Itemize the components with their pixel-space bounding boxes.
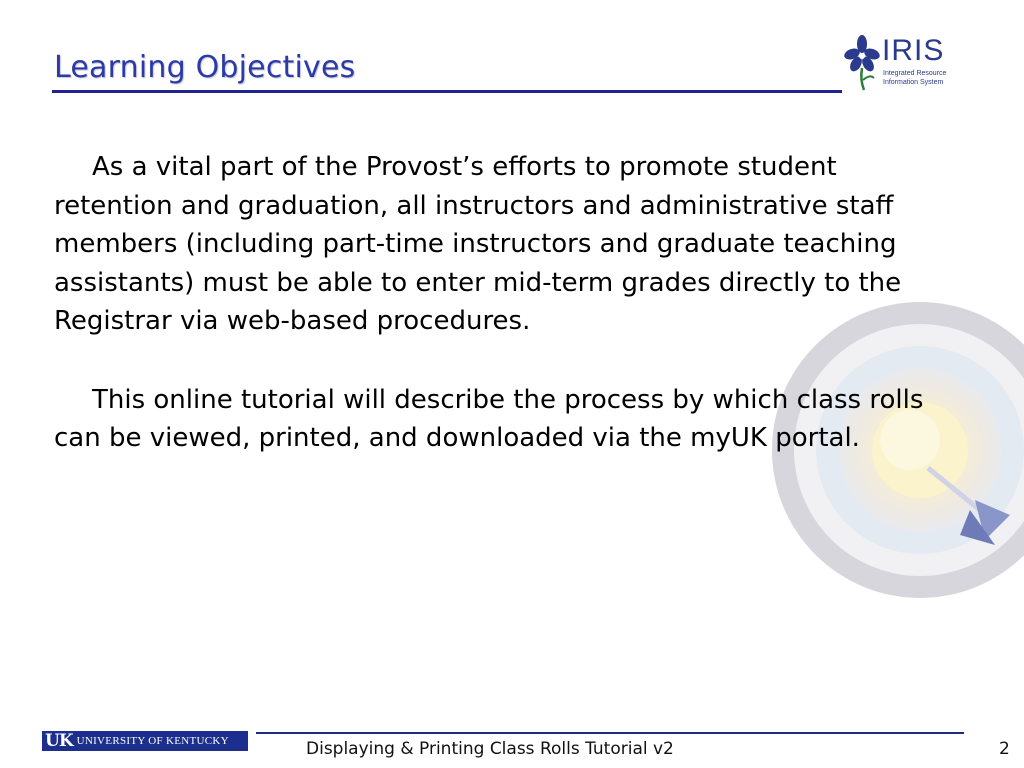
paragraph-retention: As a vital part of the Provost’s efforts to promote student retention and graduation, all instructors and administrative staff members (including part-time instructors and graduate teaching assistants) must be able to enter mid-term grades directly to the Registrar via web-based procedures. (54, 152, 902, 336)
title-underline (52, 90, 842, 93)
iris-subtitle (883, 69, 953, 87)
uk-logo (42, 731, 248, 751)
iris-flower-icon (842, 34, 882, 92)
iris-wordmark: IRIS (882, 34, 945, 67)
iris-logo (842, 34, 952, 94)
iris-subtitle-line2: Information System (883, 79, 944, 86)
footer-rule (256, 732, 964, 734)
slide-body (54, 148, 954, 458)
iris-subtitle-line1: Integrated Resource (883, 70, 947, 77)
page-number: 2 (999, 739, 1010, 759)
slide-title: Learning Objectives (54, 50, 356, 85)
uk-name: UNIVERSITY OF KENTUCKY (76, 735, 229, 747)
paragraph-tutorial: This online tutorial will describe the process by which class rolls can be viewed, printed, and downloaded via the myUK portal. (54, 384, 924, 453)
uk-mark: UK (45, 731, 73, 751)
footer-title: Displaying & Printing Class Rolls Tutorial v2 (306, 739, 674, 759)
